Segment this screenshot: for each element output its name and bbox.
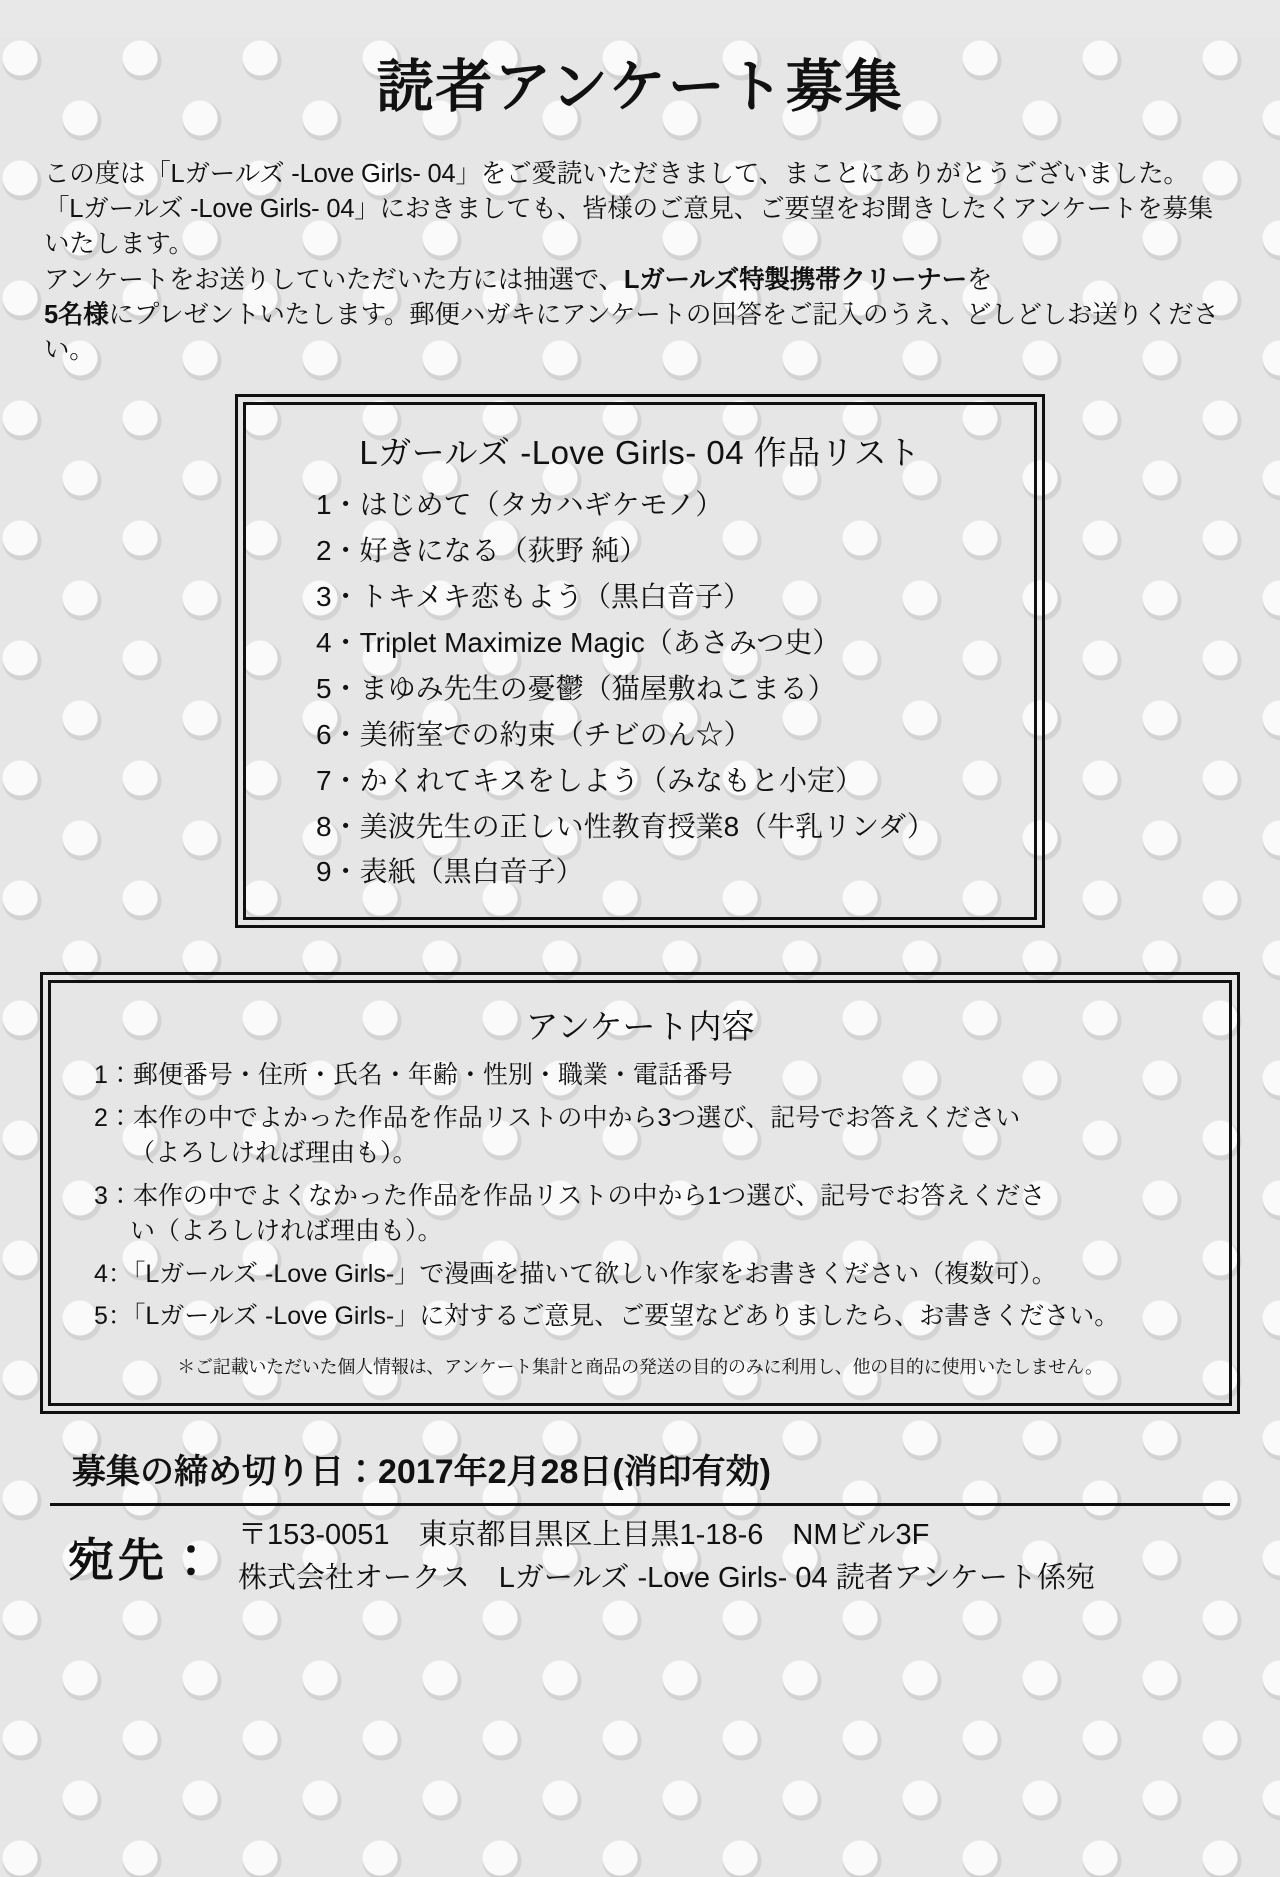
works-list [268,482,1012,895]
list-item [81,1257,1199,1293]
list-item: 3・トキメキ恋もよう（黒白音子） [316,581,752,612]
question-text: 5：「Lガールズ -Love Girls-」に対するご意見、ご要望などありましたら、お書きください。 [94,1302,1120,1331]
list-item: 7・かくれてキスをしよう（みなもと小定） [316,764,864,796]
address-block [50,1514,1230,1601]
intro-line-3 [44,263,1236,298]
questionnaire-box-inner [48,980,1232,1406]
questionnaire-title: アンケート内容 [525,1008,755,1046]
question-text: 3：本作の中でよくなかった作品を作品リストの中から1つ選び、記号でお答えくださ [94,1181,1046,1210]
winner-count: 5名様 [44,300,109,329]
list-item: 4・Triplet Maximize Magic（あさみつ史） [316,626,841,658]
list-item: 8・美波先生の正しい性教育授業8（牛乳リンダ） [316,810,935,842]
works-list-title: Lガールズ -Love Girls- 04 作品リスト [359,434,921,472]
list-item [81,1299,1199,1335]
deadline-text: 募集の締め切り日：2017年2月28日(消印有効) [72,1452,772,1491]
address-label: 宛先： [68,1534,218,1587]
prize-name: Lガールズ特製携帯クリーナー [623,265,967,294]
flyer-page [0,38,1280,1877]
question-text-cont: い（よろしければ理由も）。 [130,1217,443,1246]
divider [50,1503,1230,1506]
page-title: 読者アンケート募集 [376,55,904,120]
address-lines [228,1514,1095,1601]
list-item: 9・表紙（黒白音子） [316,856,584,888]
list-item: 1・はじめて（タカハギケモノ） [316,489,724,521]
list-item: 6・美術室での約束（チビのん☆） [316,718,752,750]
intro-line-3-tail: を [966,265,993,294]
address-line-2: 株式会社オークス Lガールズ -Love Girls- 04 読者アンケート係宛 [238,1562,1095,1595]
address-line-1: 〒153-0051 東京都目黒区上目黒1-18-6 NMビル3F [238,1518,930,1551]
list-item: 2・好きになる（荻野 純） [316,535,648,567]
intro-line-4 [44,298,1236,368]
works-box-border [235,394,1045,928]
intro-line-4-tail: にプレゼントいたします。郵便ハガキにアンケートの回答をご記入のうえ、どしどしお送りください。 [44,300,1219,364]
intro-line-3-text: アンケートをお送りしていただいた方には抽選で、 [44,265,624,294]
question-text: 1：郵便番号・住所・氏名・年齢・性別・職業・電話番号 [94,1061,733,1090]
privacy-note: ＊ご記載いただいた個人情報は、アンケート集計と商品の発送の目的のみに利用し、他の目的に使用いたしません。 [177,1356,1103,1377]
list-item [81,1179,1199,1250]
intro-line-2: 「Lガールズ -Love Girls- 04」におきましても、皆様のご意見、ご要望をお聞きしたくアンケートを募集いたします。 [44,195,1213,259]
questionnaire-box-border [40,972,1240,1414]
question-text-cont: （よろしければ理由も）。 [130,1139,418,1168]
footer [40,1444,1240,1601]
works-list-box [235,394,1045,928]
questionnaire-list [73,1058,1207,1335]
list-item: 5・まゆみ先生の憂鬱（猫屋敷ねこまる） [316,672,836,704]
intro-line-1: この度は「Lガールズ -Love Girls- 04」をご愛読いただきまして、まことにありがとうございました。 [44,160,1189,189]
works-box-inner [243,402,1037,920]
question-text: 2：本作の中でよかった作品を作品リストの中から3つ選び、記号でお答えください [94,1103,1021,1132]
intro-paragraph [40,157,1240,368]
list-item [81,1058,1199,1094]
question-text: 4：「Lガールズ -Love Girls-」で漫画を描いて欲しい作家をお書きください（複数可）。 [94,1259,1057,1288]
questionnaire-box [40,972,1240,1414]
list-item [81,1101,1199,1172]
